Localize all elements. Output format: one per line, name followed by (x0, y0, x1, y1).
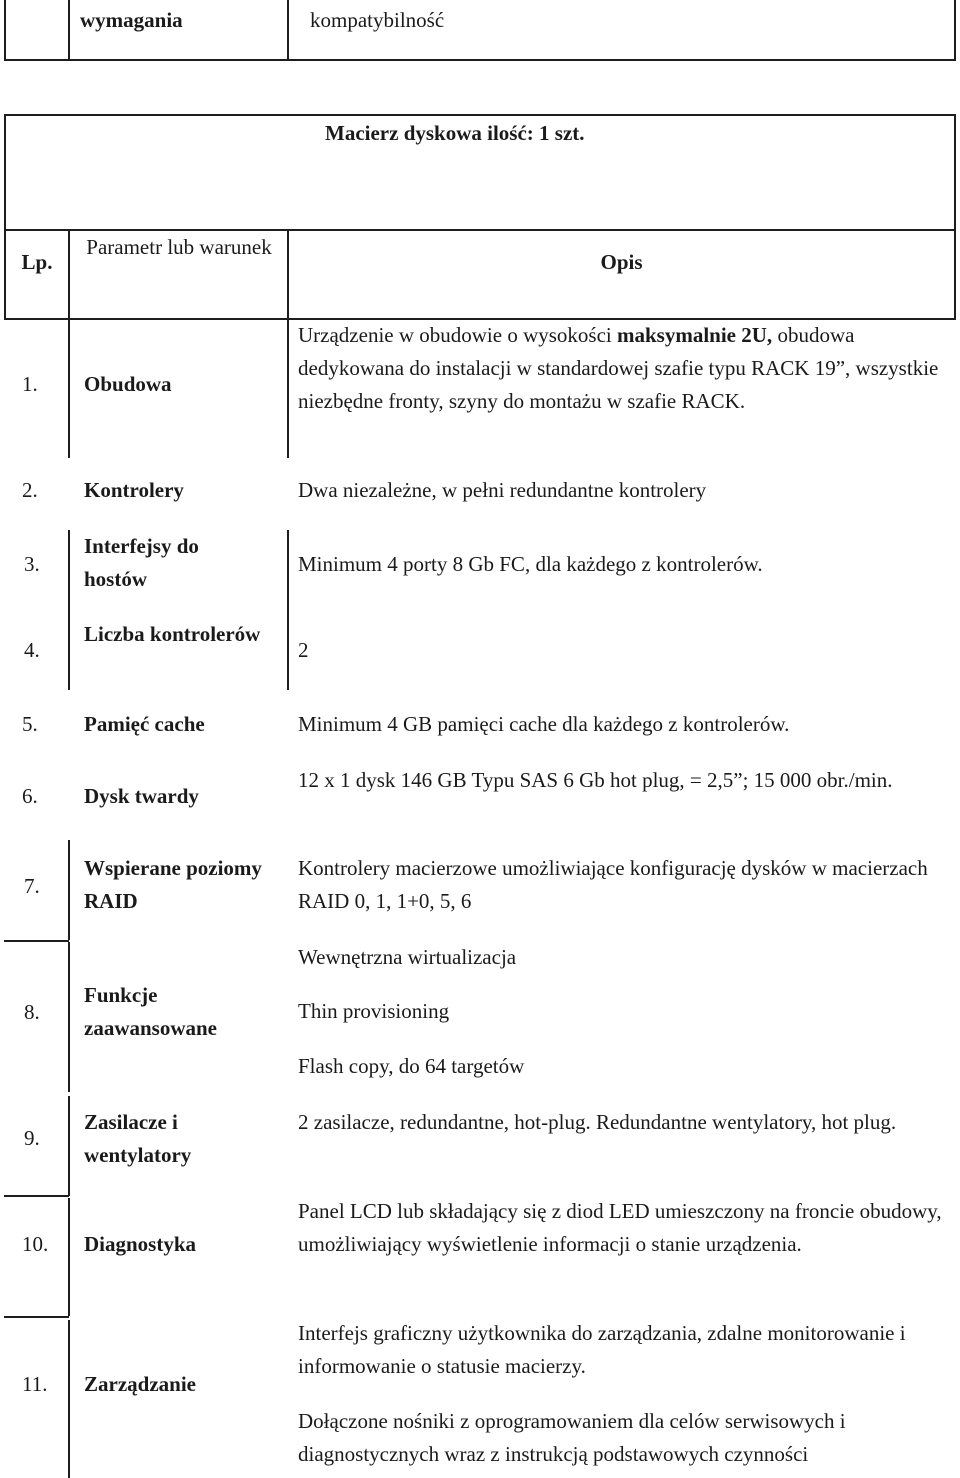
row-5-parameter: Pamięć cache (84, 712, 205, 736)
row-5-description: Minimum 4 GB pamięci cache dla każdego z kontrolerów. (298, 712, 790, 736)
compatibility-value: kompatybilność (310, 8, 445, 32)
row-11-parameter: Zarządzanie (84, 1372, 196, 1396)
row-6-parameter: Dysk twardy (84, 784, 199, 808)
row-2-parameter: Kontrolery (84, 478, 184, 502)
row-11-description-item: Dołączone nośniki z oprogramowaniem dla celów serwisowych i diagnostycznych wraz z instrukcją podstawowych czynności (298, 1409, 846, 1466)
row-8-lp: 8. (24, 1000, 40, 1024)
row-10-description: Panel LCD lub składający się z diod LED umieszczony na froncie obudowy, umożliwiający wyświetlenie informacji o stanie urządzenia. (298, 1199, 942, 1256)
row-5-lp: 5. (22, 712, 38, 736)
row-7-description: Kontrolery macierzowe umożliwiające konfigurację dysków w macierzach RAID 0, 1, 1+0, 5, 6 (298, 856, 928, 913)
header-lp: Lp. (21, 250, 53, 274)
row-4-parameter: Liczba kontrolerów (84, 622, 261, 646)
row-6-lp: 6. (22, 784, 38, 808)
row-7-parameter: Wspierane poziomy RAID (84, 856, 262, 913)
row-1-description-pre: Urządzenie w obudowie o wysokości (298, 323, 617, 347)
row-1-description-post: obudowa dedykowana do instalacji w standardowej szafie typu RACK 19”, wszystkie niezbędne fronty, szyny do montażu w szafie RACK. (298, 323, 939, 413)
header-parameter: Parametr lub warunek (86, 235, 272, 259)
row-8-parameter: Funkcje zaawansowane (84, 983, 218, 1040)
row-9-description: 2 zasilacze, redundantne, hot-plug. Redundantne wentylatory, hot plug. (298, 1110, 897, 1134)
row-1-parameter: Obudowa (84, 372, 172, 396)
row-6-description: 12 x 1 dysk 146 GB Typu SAS 6 Gb hot plug, = 2,5”; 15 000 obr./min. (298, 768, 893, 792)
row-8-description-item: Flash copy, do 64 targetów (298, 1054, 525, 1078)
row-8-description-item: Thin provisioning (298, 999, 450, 1023)
row-7-lp: 7. (24, 874, 40, 898)
row-4-lp: 4. (24, 638, 40, 662)
requirements-label: wymagania (80, 8, 183, 32)
row-1-description-bold: maksymalnie 2U, (617, 323, 773, 347)
row-10-parameter: Diagnostyka (84, 1232, 197, 1256)
row-3-parameter: Interfejsy do hostów (84, 534, 199, 591)
row-8-description-item: Wewnętrzna wirtualizacja (298, 945, 517, 969)
row-3-description: Minimum 4 porty 8 Gb FC, dla każdego z kontrolerów. (298, 552, 763, 576)
row-9-parameter: Zasilacze i wentylatory (84, 1110, 192, 1167)
row-1-description (298, 319, 948, 418)
row-1-lp: 1. (22, 372, 38, 396)
row-3-lp: 3. (24, 552, 40, 576)
header-description: Opis (600, 250, 643, 274)
row-11-lp: 11. (22, 1372, 48, 1396)
row-9-lp: 9. (24, 1126, 40, 1150)
row-11-description-item: Interfejs graficzny użytkownika do zarządzania, zdalne monitorowanie i informowanie o statusie macierzy. (298, 1321, 906, 1378)
row-2-lp: 2. (22, 478, 38, 502)
row-2-description: Dwa niezależne, w pełni redundantne kontrolery (298, 478, 707, 502)
row-4-description: 2 (298, 638, 309, 662)
document-title: Macierz dyskowa ilość: 1 szt. (325, 121, 585, 145)
row-10-lp: 10. (22, 1232, 49, 1256)
